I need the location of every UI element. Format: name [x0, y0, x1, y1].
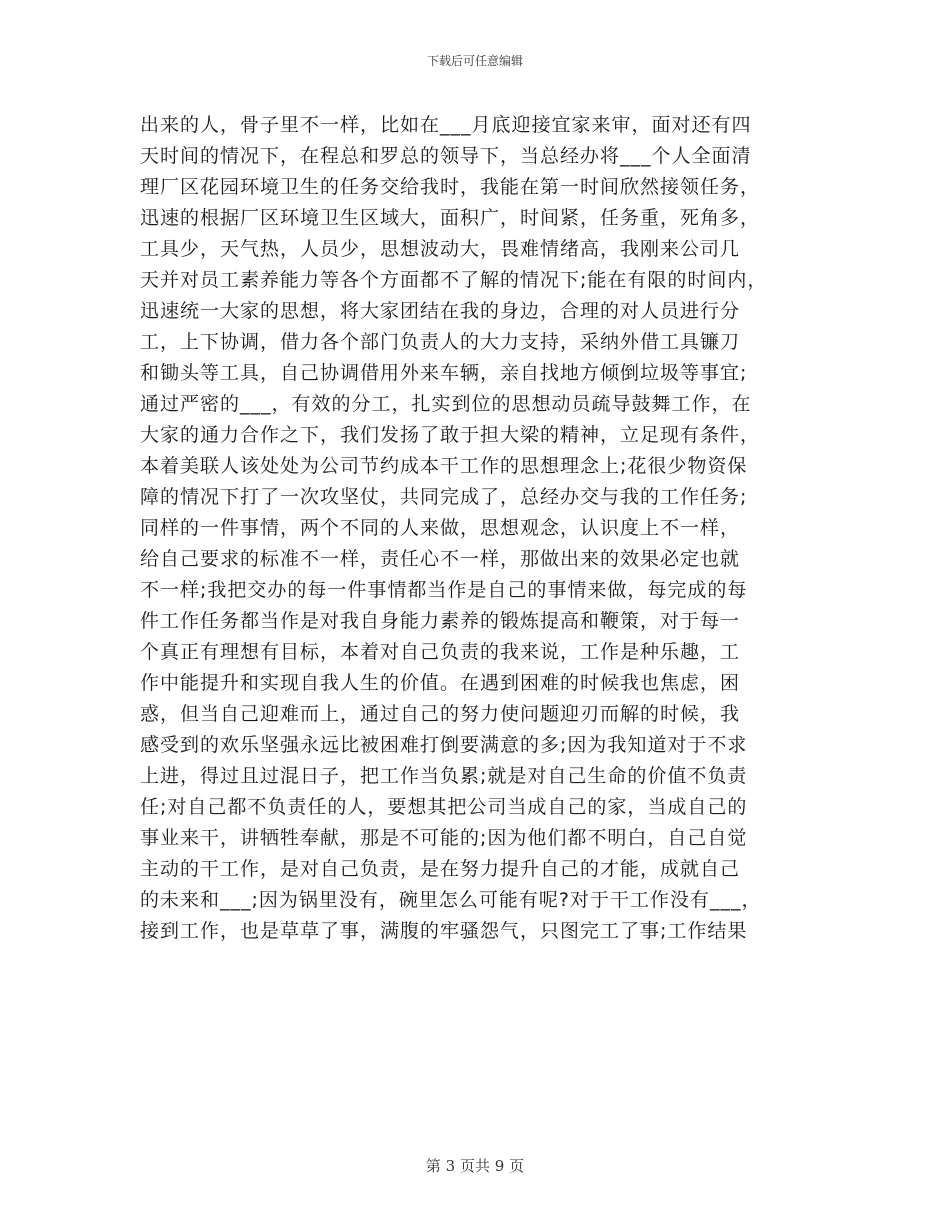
text-line: 工具少，天气热，人员少，思想波动大，畏难情绪高，我刚来公司几	[140, 238, 741, 260]
text-line: 通过严密的___，有效的分工，扎实到位的思想动员疏导鼓舞工作，在	[140, 393, 752, 415]
text-line: 天时间的情况下，在程总和罗总的领导下，当总经办将___个人全面清	[140, 145, 752, 167]
page-header: 下载后可任意编辑	[426, 54, 523, 68]
text-line: 件工作任务都当作是对我自身能力素养的锻炼提高和鞭策，对于每一	[140, 610, 741, 632]
text-line: 和锄头等工具，自己协调借用外来车辆，亲自找地方倾倒垃圾等事宜;	[140, 362, 748, 384]
text-line: 接到工作，也是草草了事，满腹的牢骚怨气，只图完工了事;工作结果	[140, 920, 748, 942]
text-line: 上进，得过且过混日子，把工作当负累;就是对自己生命的价值不负责	[140, 765, 748, 787]
text-line: 任;对自己都不负责任的人，要想其把公司当成自己的家，当成自己的	[140, 796, 748, 818]
text-line: 感受到的欢乐坚强永远比被困难打倒要满意的多;因为我知道对于不求	[140, 734, 748, 756]
page-number: 第 3 页共 9 页	[425, 1157, 525, 1175]
text-line: 理厂区花园环境卫生的任务交给我时，我能在第一时间欣然接领任务，	[140, 176, 761, 198]
text-line: 不一样;我把交办的每一件事情都当作是自己的事情来做，每完成的每	[140, 579, 748, 601]
text-line: 惑，但当自己迎难而上，通过自己的努力使问题迎刃而解的时候，我	[140, 703, 741, 725]
text-line: 出来的人，骨子里不一样，比如在___月底迎接宜家来审，面对还有四	[140, 114, 752, 136]
text-line: 个真正有理想有目标，本着对自己负责的我来说，工作是种乐趣，工	[140, 641, 741, 663]
text-line: 的未来和___;因为锅里没有，碗里怎么可能有呢?对于干工作没有___，	[140, 889, 762, 911]
text-line: 大家的通力合作之下，我们发扬了敢于担大梁的精神，立足现有条件，	[140, 424, 761, 446]
text-line: 工，上下协调，借力各个部门负责人的大力支持，采纳外借工具镰刀	[140, 331, 741, 353]
text-line: 天并对员工素养能力等各个方面都不了解的情况下;能在有限的时间内，	[140, 269, 768, 291]
text-line: 作中能提升和实现自我人生的价值。在遇到困难的时候我也焦虑，困	[140, 672, 741, 694]
text-line: 事业来干，讲牺牲奉献，那是不可能的;因为他们都不明白，自己自觉	[140, 827, 748, 849]
document-body	[140, 110, 820, 947]
text-line: 同样的一件事情，两个不同的人来做，思想观念，认识度上不一样，	[140, 517, 741, 539]
text-line: 本着美联人该处处为公司节约成本干工作的思想理念上;花很少物资保	[140, 455, 748, 477]
text-line: 给自己要求的标准不一样，责任心不一样，那做出来的效果必定也就	[140, 548, 741, 570]
text-line: 主动的干工作，是对自己负责，是在努力提升自己的才能，成就自己	[140, 858, 741, 880]
text-line: 障的情况下打了一次攻坚仗，共同完成了，总经办交与我的工作任务;	[140, 486, 748, 508]
text-line: 迅速的根据厂区环境卫生区域大，面积广，时间紧，任务重，死角多，	[140, 207, 761, 229]
text-line: 迅速统一大家的思想，将大家团结在我的身边，合理的对人员进行分	[140, 300, 741, 322]
